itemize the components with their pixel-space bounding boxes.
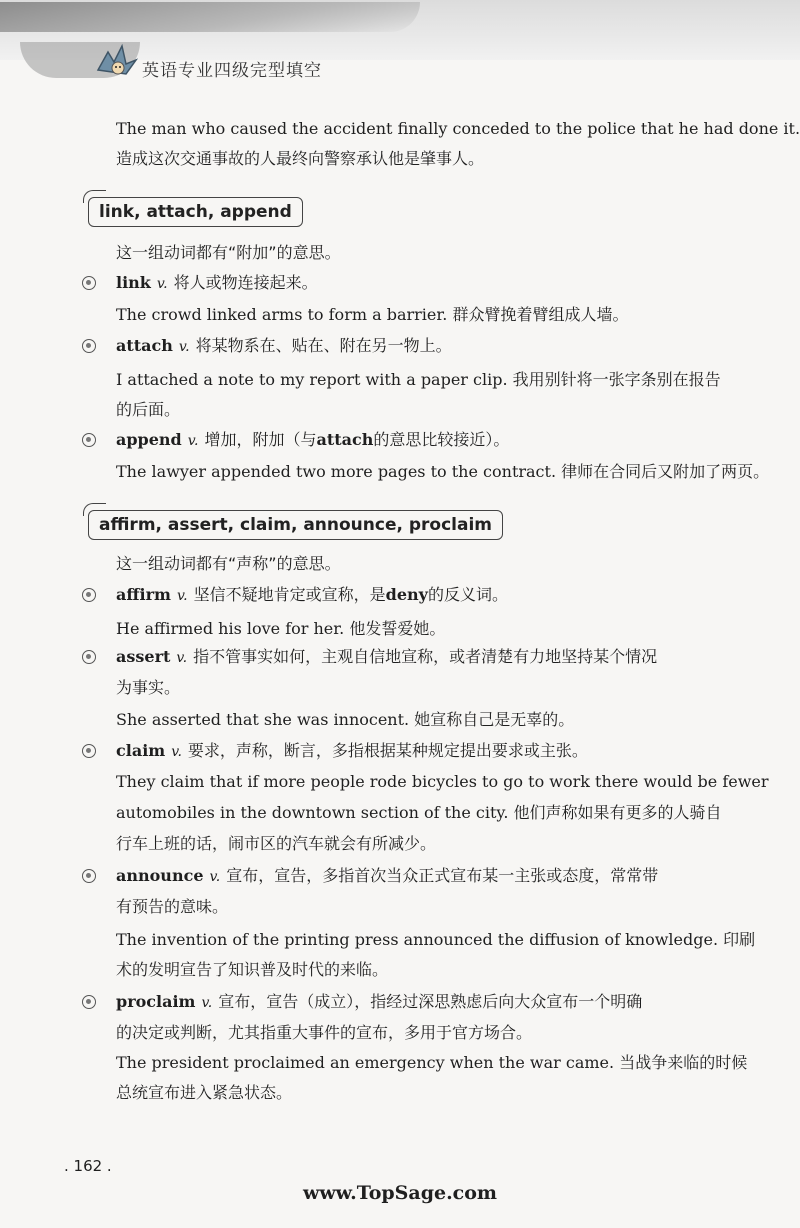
entry-pos: v. <box>209 869 221 885</box>
footer-url[interactable]: www.TopSage.com <box>302 1182 498 1204</box>
entry-pos: v. <box>201 995 213 1011</box>
bullet-icon <box>82 869 96 883</box>
example-line: The president proclaimed an emergency when the war came. 当战争来临的时候 <box>116 1053 748 1072</box>
bullet-icon <box>82 276 96 290</box>
book-title: 英语专业四级完型填空 <box>142 61 322 81</box>
entry-pos: v. <box>187 433 199 449</box>
bullet-icon <box>82 650 96 664</box>
section-tag-link: link, attach, append <box>88 197 303 227</box>
entry-def: 将某物系在、贴在、附在另一物上。 <box>195 336 452 355</box>
entry-pos: v. <box>156 276 168 292</box>
entry-def-bold: attach <box>316 430 374 449</box>
entry-word: link <box>116 273 151 292</box>
entry-word: claim <box>116 741 166 760</box>
example-line: They claim that if more people rode bicycles to go to work there would be fewer <box>116 772 769 791</box>
section-intro: 这一组动词都有“附加”的意思。 <box>116 243 341 262</box>
entry-def: 宣布，宣告（成立），指经过深思熟虑后向大众宣布一个明确 <box>218 992 643 1011</box>
entry-word: assert <box>116 647 171 666</box>
intro-translation: 造成这次交通事故的人最终向警察承认他是肇事人。 <box>116 149 485 168</box>
example-line: The invention of the printing press announced the diffusion of knowledge. 印刷 <box>116 930 756 949</box>
bullet-icon <box>82 588 96 602</box>
entry-def-post: 的意思比较接近）。 <box>373 430 510 449</box>
entry-affirm <box>116 584 508 607</box>
entry-append <box>116 429 509 452</box>
entry-word: proclaim <box>116 992 196 1011</box>
entry-proclaim <box>116 991 642 1014</box>
entry-attach <box>116 335 452 358</box>
example-line: 的后面。 <box>116 400 181 419</box>
entry-word: append <box>116 430 182 449</box>
entry-def-cont: 为事实。 <box>116 678 181 697</box>
entry-announce <box>116 865 658 888</box>
example-line: He affirmed his love for her. 他发誓爱她。 <box>116 619 446 638</box>
entry-word: announce <box>116 866 204 885</box>
entry-word: attach <box>116 336 173 355</box>
example-line: I attached a note to my report with a paper clip. 我用别针将一张字条别在报告 <box>116 370 721 389</box>
entry-assert <box>116 646 657 669</box>
entry-def-pre: 坚信不疑地肯定或宣称，是 <box>193 585 386 604</box>
section-tag-affirm: affirm, assert, claim, announce, proclaim <box>88 510 503 540</box>
entry-pos: v. <box>176 588 188 604</box>
header-stripe <box>0 2 420 32</box>
example-line: automobiles in the downtown section of the city. 他们声称如果有更多的人骑自 <box>116 803 722 822</box>
entry-link <box>116 272 318 295</box>
bullet-icon <box>82 339 96 353</box>
entry-claim <box>116 740 588 763</box>
example-line: She asserted that she was innocent. 她宣称自己是无辜的。 <box>116 710 575 729</box>
example-line: 术的发明宣告了知识普及时代的来临。 <box>116 960 389 979</box>
entry-def: 将人或物连接起来。 <box>173 273 318 292</box>
bullet-icon <box>82 433 96 447</box>
entry-def: 宣布，宣告，多指首次当众正式宣布某一主张或态度，常常带 <box>226 866 659 885</box>
entry-def-pre: 增加，附加（与 <box>204 430 317 449</box>
entry-def-post: 的反义词。 <box>427 585 508 604</box>
intro-example: The man who caused the accident finally conceded to the police that he had done it. <box>116 119 800 138</box>
example-line: 总统宣布进入紧急状态。 <box>116 1083 293 1102</box>
entry-pos: v. <box>176 650 188 666</box>
bullet-icon <box>82 995 96 1009</box>
entry-def: 要求，声称，断言，多指根据某种规定提出要求或主张。 <box>187 741 588 760</box>
entry-def: 指不管事实如何，主观自信地宣称，或者清楚有力地坚持某个情况 <box>193 647 658 666</box>
example-line: The crowd linked arms to form a barrier. 群众臂挽着臂组成人墙。 <box>116 305 629 324</box>
entry-def-bold: deny <box>385 585 428 604</box>
entry-def-cont: 的决定或判断，尤其指重大事件的宣布，多用于官方场合。 <box>116 1023 533 1042</box>
mascot-icon <box>92 40 138 86</box>
example-line: 行车上班的话，闹市区的汽车就会有所减少。 <box>116 834 437 853</box>
entry-pos: v. <box>171 744 182 760</box>
entry-pos: v. <box>178 339 190 355</box>
entry-def-cont: 有预告的意味。 <box>116 897 229 916</box>
bullet-icon <box>82 744 96 758</box>
example-line: The lawyer appended two more pages to the contract. 律师在合同后又附加了两页。 <box>116 462 770 481</box>
entry-word: affirm <box>116 585 171 604</box>
page-number: . 162 . <box>64 1157 112 1175</box>
section-intro: 这一组动词都有“声称”的意思。 <box>116 554 341 573</box>
